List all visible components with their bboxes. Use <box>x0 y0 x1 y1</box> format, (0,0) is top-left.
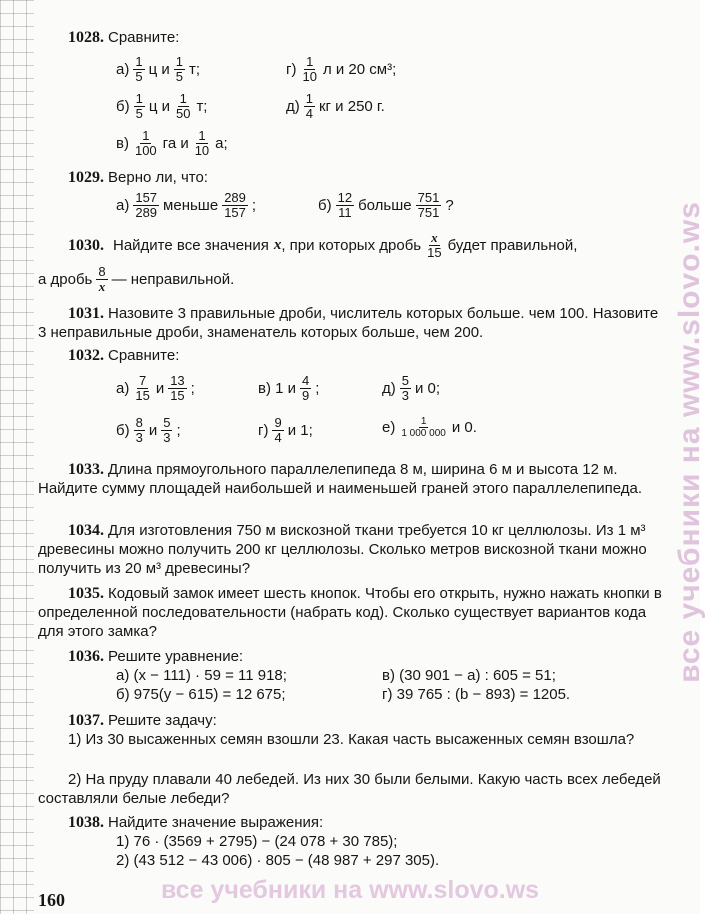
problem-1030-line1: 1030. Найдите все значения x , при которых дробь $\frac{x}{15}$ будет правильной, <box>68 230 578 261</box>
p1032-item-d: д) $\frac{5}{3}$ и 0; <box>382 373 441 404</box>
watermark-bottom: все учебники на www.slovo.ws <box>160 876 540 904</box>
problem-1031 <box>38 304 670 343</box>
fraction: $\frac{1}{10}$ <box>194 128 210 159</box>
page-number: 160 <box>38 890 65 910</box>
watermark-side: все учебники на www.slovo.ws <box>673 201 706 683</box>
problem-1037-item-1: 1) Из 30 высаженных семян взошли 23. Какая часть высаженных семян взошла? <box>68 731 635 748</box>
problem-number: 1035. <box>68 585 104 602</box>
problem-number: 1030. <box>68 236 104 254</box>
fraction: $\frac{1}{4}$ <box>305 91 313 122</box>
fraction: $\frac{5}{3}$ <box>401 373 409 404</box>
problem-1037-header <box>38 711 700 731</box>
fraction: $\frac{13}{15}$ <box>170 373 185 404</box>
expression-1: 1) 76 · (3569 + 2795) − (24 078 + 30 785); <box>116 833 398 850</box>
equation-a: а) (x − 111) · 59 = 11 918; <box>116 667 287 684</box>
equation-b: б) 975(y − 615) = 12 675; <box>116 686 286 703</box>
problem-number: 1036. <box>68 648 104 665</box>
fraction: $\frac{751}{751}$ <box>417 190 440 221</box>
p1028-item-a: а) $\frac{1}{5}$ ц и $\frac{1}{5}$ т; <box>116 54 200 85</box>
problem-title: Решите уравнение: <box>108 648 244 665</box>
p1032-item-b: б) $\frac{8}{3}$ и $\frac{5}{3}$ ; <box>116 415 181 446</box>
fraction: $\frac{8}{x}$ <box>98 264 106 295</box>
problem-1037-item-2: 2) На пруду плавали 40 лебедей. Из них 30 были белыми. Какую часть всех лебедей составляли белые лебеди? <box>38 771 661 807</box>
fraction: $\frac{4}{9}$ <box>302 373 310 404</box>
problem-1035 <box>38 584 670 642</box>
problem-title: Сравните: <box>108 347 180 364</box>
problem-title: Сравните: <box>108 29 180 46</box>
fraction: $\frac{1}{50}$ <box>175 91 191 122</box>
fraction: $\frac{289}{157}$ <box>224 190 246 221</box>
p1028-item-d: д) $\frac{1}{4}$ кг и 250 г. <box>286 91 385 122</box>
p1028-item-b: б) $\frac{1}{5}$ ц и $\frac{1}{50}$ т; <box>116 91 208 122</box>
expression-2: 2) (43 512 − 43 006) · 805 − (48 987 + 297 305). <box>116 852 440 869</box>
problem-text: Кодовый замок имеет шесть кнопок. Чтобы его открыть, нужно нажать кнопки в определенной последовательности (набрать код). Сколько существует вариантов кода для этого замка? <box>38 585 662 640</box>
problem-title: Найдите значение выражения: <box>108 814 324 831</box>
problem-1029-header <box>38 168 700 188</box>
p1028-item-g: г) $\frac{1}{10}$ л и 20 см³; <box>286 54 397 85</box>
fraction: $\frac{x}{15}$ <box>427 230 442 261</box>
fraction: $\frac{1}{5}$ <box>135 54 143 85</box>
equation-v: в) (30 901 − a) : 605 = 51; <box>382 667 556 684</box>
problem-number: 1032. <box>68 347 104 364</box>
problem-number: 1037. <box>68 712 104 729</box>
fraction: $\frac{8}{3}$ <box>135 415 143 446</box>
problem-1036-header <box>38 647 700 667</box>
fraction: $\frac{1}{1 000 000}$ <box>401 416 446 439</box>
p1032-item-a: а) $\frac{7}{15}$ и $\frac{13}{15}$ ; <box>116 373 195 404</box>
problem-title: Решите задачу: <box>108 712 217 729</box>
problem-number: 1028. <box>68 29 104 46</box>
problem-text: Для изготовления 750 м вискозной ткани требуется 10 кг целлюлозы. Из 1 м³ древесины можно получить 200 кг целлюлозы. Сколько метров вискозной ткани можно получить из 20 м³ древесины? <box>38 522 647 577</box>
fraction: $\frac{1}{10}$ <box>302 54 317 85</box>
fraction: $\frac{12}{11}$ <box>337 190 353 221</box>
p1029-item-b: б) $\frac{12}{11}$ больше $\frac{751}{751}$ ? <box>318 190 454 221</box>
fraction: $\frac{1}{5}$ <box>175 54 183 85</box>
problem-1038-header <box>38 813 700 833</box>
p1028-item-v: в) $\frac{1}{100}$ га и $\frac{1}{10}$ а; <box>116 128 228 159</box>
problem-1028-header <box>38 28 700 48</box>
equation-g: г) 39 765 : (b − 893) = 1205. <box>382 686 571 703</box>
problem-text: Длина прямоугольного параллелепипеда 8 м, ширина 6 м и высота 12 м. Найдите сумму площадей наибольшей и наименьшей граней этого параллелепипеда. <box>38 461 643 497</box>
problem-number: 1031. <box>68 305 104 322</box>
fraction: $\frac{9}{4}$ <box>274 415 282 446</box>
fraction: $\frac{7}{15}$ <box>135 373 150 404</box>
margin-grid <box>0 0 34 914</box>
problem-number: 1034. <box>68 522 104 539</box>
p1029-item-a: а) $\frac{157}{289}$ меньше $\frac{289}{157}$ ; <box>116 190 257 221</box>
problem-number: 1029. <box>68 169 104 186</box>
problem-1034 <box>38 521 670 579</box>
p1032-item-v: в) 1 и $\frac{4}{9}$ ; <box>258 373 320 404</box>
problem-number: 1038. <box>68 814 104 831</box>
problem-1030-line2: а дробь $\frac{8}{x}$ — неправильной. <box>38 264 235 295</box>
p1032-item-g: г) $\frac{9}{4}$ и 1; <box>258 415 313 446</box>
fraction: $\frac{157}{289}$ <box>135 190 158 221</box>
problem-1032-header <box>38 346 700 366</box>
fraction: $\frac{1}{5}$ <box>135 91 143 122</box>
problem-title: Верно ли, что: <box>108 169 208 186</box>
fraction: $\frac{5}{3}$ <box>163 415 171 446</box>
problem-1033 <box>38 460 670 499</box>
p1032-item-e: е) $\frac{1}{1 000 000}$ и 0. <box>382 416 477 439</box>
fraction: $\frac{1}{100}$ <box>134 128 157 159</box>
problem-number: 1033. <box>68 461 104 478</box>
problem-text: Назовите 3 правильные дроби, числитель которых больше. чем 100. Назовите 3 неправильные дроби, знаменатель которых больше, чем 200. <box>38 305 659 341</box>
